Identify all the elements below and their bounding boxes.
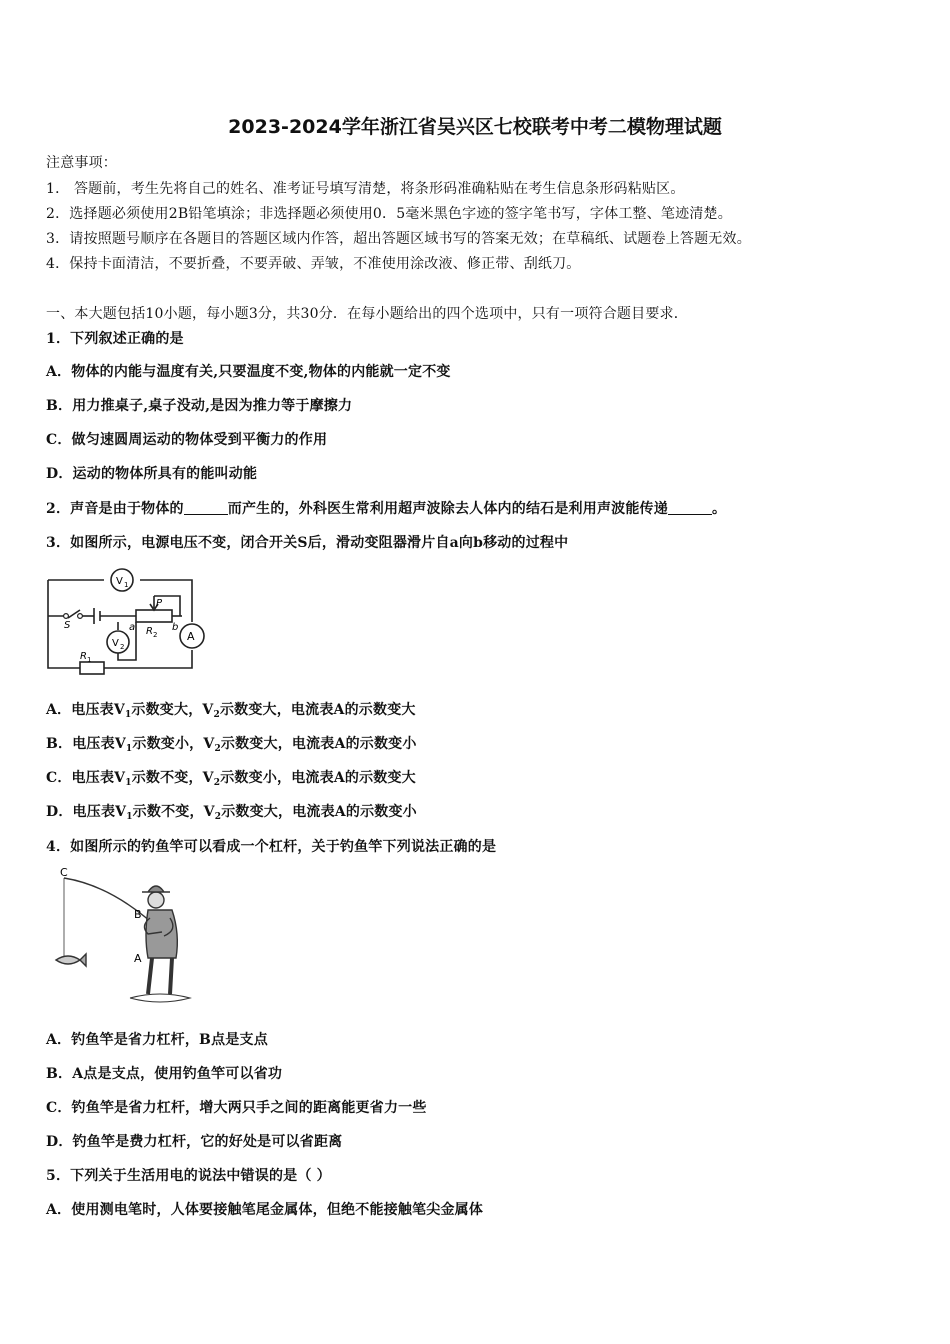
notice-item: 3．请按照题号顺序在各题目的答题区域内作答，超出答题区域书写的答案无效；在草稿纸、试题卷上答题无效。 bbox=[46, 231, 751, 247]
question-2-part1: 2．声音是由于物体的 bbox=[46, 501, 184, 517]
question-3-stem: 3．如图所示，电源电压不变，闭合开关S后，滑动变阻器滑片自a向b移动的过程中 bbox=[46, 535, 569, 551]
question-4-option-a: A．钓鱼竿是省力杠杆，B点是支点 bbox=[46, 1032, 268, 1048]
point-b-label: b bbox=[172, 622, 179, 633]
point-a-label: A bbox=[134, 952, 142, 965]
point-a-label: a bbox=[129, 622, 136, 633]
notice-heading: 注意事项： bbox=[46, 155, 117, 171]
r1-sub: 1 bbox=[87, 656, 92, 664]
voltmeter-v2-sub: 2 bbox=[120, 643, 125, 651]
voltmeter-v1-label: V bbox=[116, 576, 123, 587]
question-3-option-d: D．电压表$V_1$示数不变，$V_2$示数变大，电流表A的示数变小 bbox=[46, 804, 417, 822]
question-2 bbox=[46, 498, 726, 518]
question-4-option-c: C．钓鱼竿是省力杠杆，增大两只手之间的距离能更省力一些 bbox=[46, 1100, 427, 1116]
question-1-option-b: B．用力推桌子,桌子没动,是因为推力等于摩擦力 bbox=[46, 398, 353, 414]
question-4-option-d: D．钓鱼竿是费力杠杆，它的好处是可以省距离 bbox=[46, 1134, 343, 1150]
answer-blank bbox=[184, 500, 228, 515]
r2-sub: 2 bbox=[153, 631, 158, 639]
switch-label: S bbox=[64, 620, 71, 631]
voltmeter-v1-sub: 1 bbox=[124, 581, 129, 589]
notice-item: 4．保持卡面清洁，不要折叠，不要弄破、弄皱，不准使用涂改液、修正带、刮纸刀。 bbox=[46, 256, 581, 272]
question-3-option-a: A．电压表$V_1$示数变大，$V_2$示数变大，电流表A的示数变大 bbox=[46, 702, 416, 720]
r1-label: R bbox=[80, 651, 87, 662]
fishing-rod-figure bbox=[44, 866, 204, 1008]
question-5-stem: 5．下列关于生活用电的说法中错误的是（ ） bbox=[46, 1168, 331, 1184]
question-5-option-a: A．使用测电笔时，人体要接触笔尾金属体，但绝不能接触笔尖金属体 bbox=[46, 1202, 484, 1218]
voltmeter-v2-label: V bbox=[112, 638, 119, 649]
question-2-part3: 。 bbox=[711, 501, 727, 517]
notice-item: 2．选择题必须使用2B铅笔填涂；非选择题必须使用0．5毫米黑色字迹的签字笔书写，字体工整、笔迹清楚。 bbox=[46, 206, 732, 222]
slider-label: P bbox=[156, 598, 163, 609]
page-title: 2023-2024学年浙江省吴兴区七校联考中考二模物理试题 bbox=[228, 116, 722, 138]
point-b-label: B bbox=[134, 908, 142, 921]
question-1-option-a: A．物体的内能与温度有关,只要温度不变,物体的内能就一定不变 bbox=[46, 364, 451, 380]
question-4-stem: 4．如图所示的钓鱼竿可以看成一个杠杆，关于钓鱼竿下列说法正确的是 bbox=[46, 839, 497, 855]
r2-label: R bbox=[146, 626, 153, 637]
question-3-option-c: C．电压表$V_1$示数不变，$V_2$示数变小，电流表A的示数变大 bbox=[46, 770, 416, 788]
point-c-label: C bbox=[60, 866, 68, 879]
question-2-part2: 而产生的，外科医生常利用超声波除去人体内的结石是利用声波能传递 bbox=[227, 501, 668, 517]
section-heading: 一、本大题包括10小题，每小题3分，共30分．在每小题给出的四个选项中，只有一项符合题目要求． bbox=[46, 306, 688, 322]
circuit-diagram bbox=[44, 564, 214, 676]
ammeter-label: A bbox=[187, 630, 195, 643]
answer-blank bbox=[668, 500, 712, 515]
notice-item: 1． 答题前，考生先将自己的姓名、准考证号填写清楚，将条形码准确粘贴在考生信息条形码粘贴区。 bbox=[46, 181, 685, 197]
question-1-stem: 1．下列叙述正确的是 bbox=[46, 331, 184, 347]
question-3-option-b: B．电压表$V_1$示数变小，$V_2$示数变大，电流表A的示数变小 bbox=[46, 736, 417, 754]
question-1-option-c: C．做匀速圆周运动的物体受到平衡力的作用 bbox=[46, 432, 328, 448]
question-4-option-b: B．A点是支点，使用钓鱼竿可以省功 bbox=[46, 1066, 283, 1082]
question-1-option-d: D．运动的物体所具有的能叫动能 bbox=[46, 466, 258, 482]
